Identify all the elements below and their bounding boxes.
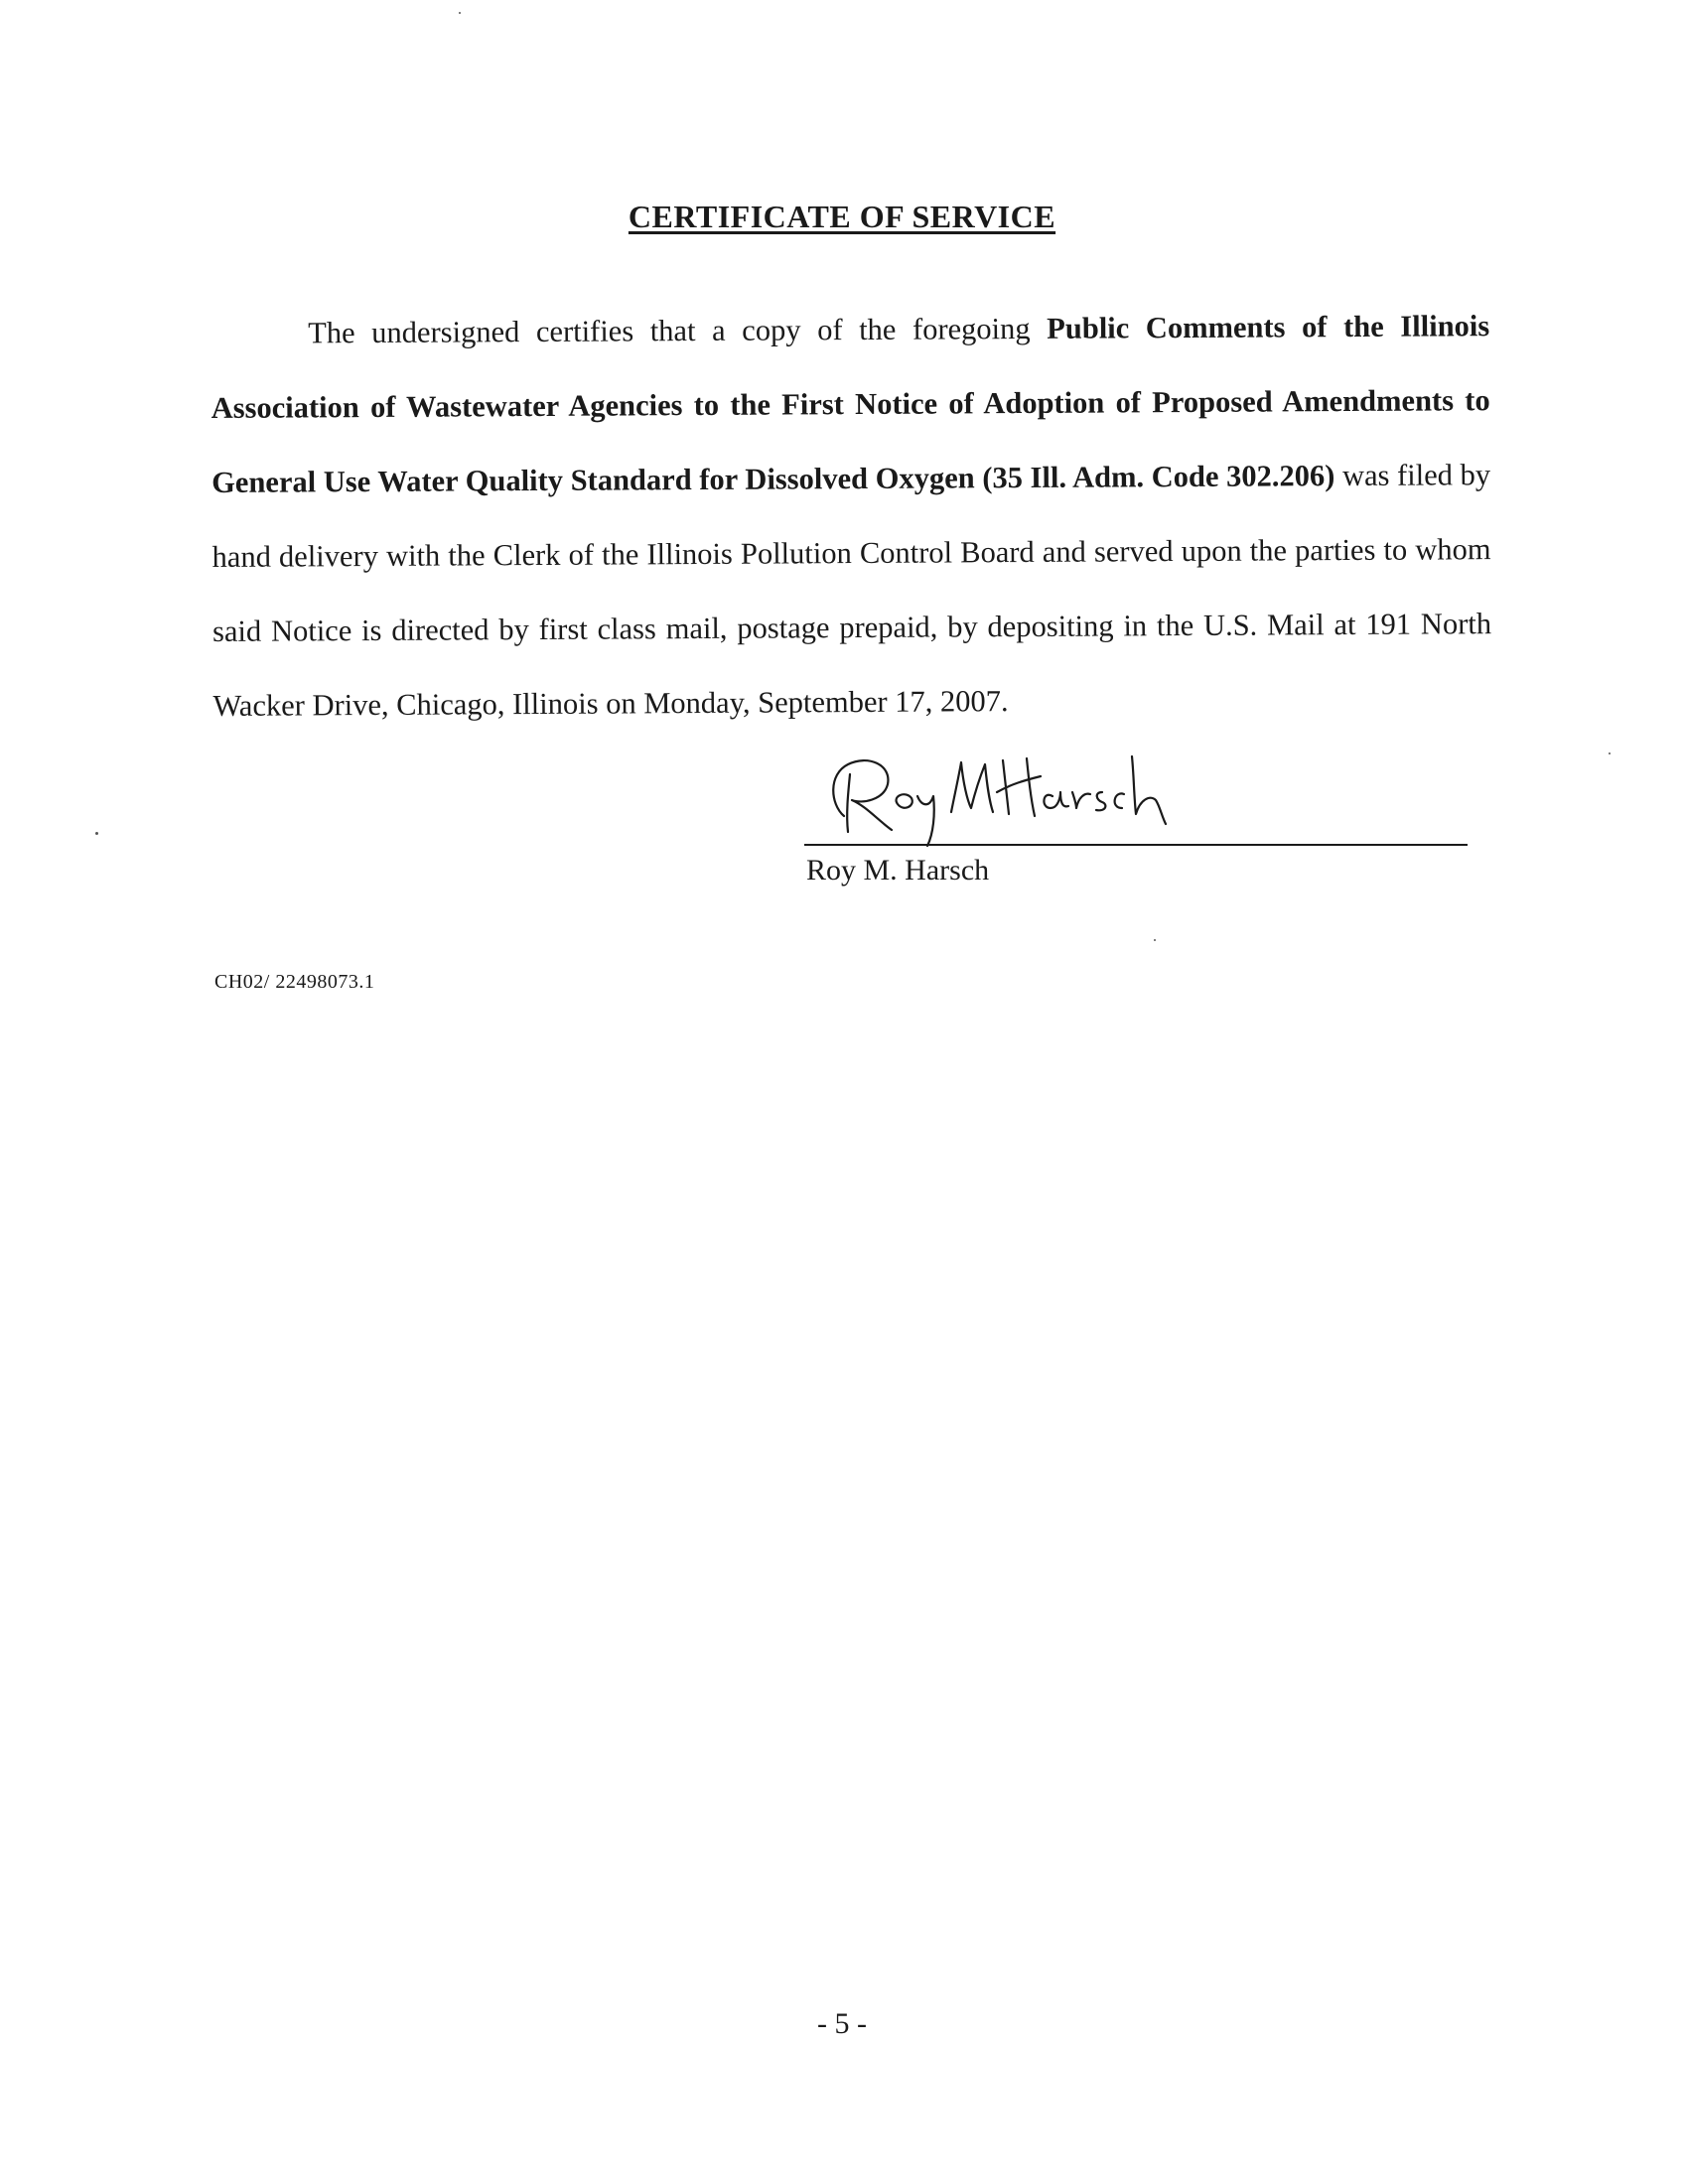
handwritten-signature (822, 735, 1180, 854)
certificate-title: CERTIFICATE OF SERVICE (628, 199, 1056, 234)
page-number: - 5 - (817, 2007, 867, 2040)
scan-speck (1154, 939, 1156, 941)
body-lead-text: The undersigned certifies that a copy of the foregoing (308, 311, 1048, 349)
body-document-title: Public Comments of the Illinois Association of Wastewater Agencies to the First Notice of Adoption of Proposed Amendments to General Use Water Quality Standard for Dissolved Oxygen (35 Ill. Adm. Code 302.206) (210, 308, 1490, 499)
certificate-body (210, 289, 1492, 744)
body-rest-text: was filed by hand delivery with the Clerk of the Illinois Pollution Control Board and served upon the parties to whom said Notice is directed by first class mail, postage prepaid, by depositing in the U.S. Mail at 191 North Wacker Drive, Chicago, Illinois on Monday, September 17, 2007. (211, 457, 1492, 723)
scan-speck (459, 12, 461, 14)
document-reference-number: CH02/ 22498073.1 (214, 971, 375, 993)
scan-speck (1609, 752, 1611, 754)
signer-printed-name: Roy M. Harsch (806, 854, 990, 887)
scan-speck (95, 832, 98, 835)
signature-line (804, 844, 1468, 846)
